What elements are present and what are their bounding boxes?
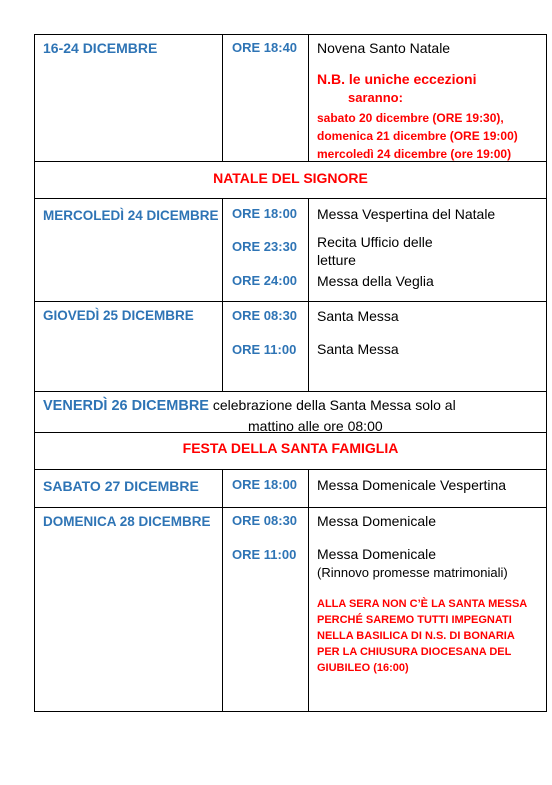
time-label: ORE 08:30: [232, 308, 298, 323]
section-title: NATALE DEL SIGNORE: [213, 170, 368, 186]
closing-note-line: PERCHÉ SAREMO TUTTI IMPEGNATI: [317, 614, 512, 626]
time-label: ORE 08:30: [232, 513, 298, 528]
description-text: celebrazione della Santa Messa solo al: [212, 397, 456, 413]
day-cell: [35, 302, 223, 391]
description-text: letture: [317, 252, 356, 268]
time-cell: [223, 302, 309, 391]
day-cell: [35, 470, 223, 507]
description-text: (Rinnovo promesse matrimoniali): [317, 565, 508, 580]
venerdi-text: [43, 395, 523, 436]
time-cell: [223, 470, 309, 507]
description-text: Recita Ufficio delle: [317, 234, 433, 250]
nb-exception: mercoledì 24 dicembre (ore 19:00): [317, 147, 512, 161]
section-title: FESTA DELLA SANTA FAMIGLIA: [182, 440, 399, 456]
day-label: MERCOLEDÌ 24 DICEMBRE: [43, 208, 219, 223]
schedule-table: [34, 34, 547, 712]
day-label: DOMENICA 28 DICEMBRE: [43, 514, 211, 529]
schedule-row-giovedi: [34, 302, 547, 392]
description-cell: [309, 302, 546, 391]
description-text: Messa Domenicale Vespertina: [317, 477, 507, 493]
section-header-natale: [34, 162, 547, 199]
closing-note-line: GIUBILEO (16:00): [317, 662, 409, 674]
nb-title: N.B. le uniche eccezioni: [317, 71, 477, 87]
nb-subtitle: saranno:: [348, 90, 403, 105]
day-cell: [35, 35, 223, 161]
day-label: GIOVEDÌ 25 DICEMBRE: [43, 308, 194, 323]
time-label: ORE 24:00: [232, 273, 298, 288]
time-cell: [223, 35, 309, 161]
description-cell: [309, 35, 546, 161]
description-text: Santa Messa: [317, 308, 399, 324]
time-label: ORE 18:00: [232, 206, 298, 221]
schedule-row-sabato: [34, 470, 547, 508]
closing-note-line: ALLA SERA NON C’È LA SANTA MESSA: [317, 598, 528, 610]
time-label: ORE 23:30: [232, 239, 298, 254]
day-cell: [35, 199, 223, 301]
day-label: VENERDÌ 26 DICEMBRE: [43, 398, 209, 414]
time-label: ORE 18:00: [232, 477, 298, 492]
schedule-row-venerdi: [34, 392, 547, 433]
day-cell: [35, 508, 223, 711]
description-text: Novena Santo Natale: [317, 40, 451, 56]
description-text: Messa Domenicale: [317, 513, 437, 529]
closing-note-line: NELLA BASILICA DI N.S. DI BONARIA: [317, 630, 515, 642]
schedule-row-mercoledi: [34, 199, 547, 302]
day-label: 16-24 DICEMBRE: [43, 40, 158, 56]
nb-exception: domenica 21 dicembre (ORE 19:00): [317, 129, 518, 143]
day-label: SABATO 27 DICEMBRE: [43, 478, 199, 494]
description-cell: [309, 470, 546, 507]
time-label: ORE 18:40: [232, 40, 298, 55]
description-text: Messa Domenicale: [317, 546, 437, 562]
time-label: ORE 11:00: [232, 547, 297, 562]
description-text: mattino alle ore 08:00: [248, 418, 383, 434]
closing-note-line: PER LA CHIUSURA DIOCESANA DEL: [317, 646, 512, 658]
description-text: Messa della Veglia: [317, 273, 434, 289]
description-text: Santa Messa: [317, 341, 399, 357]
nb-exception: sabato 20 dicembre (ORE 19:30),: [317, 111, 504, 125]
time-label: ORE 11:00: [232, 342, 297, 357]
description-cell: [309, 199, 546, 301]
time-cell: [223, 508, 309, 711]
description-text: Messa Vespertina del Natale: [317, 206, 496, 222]
schedule-row-domenica: [34, 508, 547, 712]
description-cell: [309, 508, 546, 711]
time-cell: [223, 199, 309, 301]
section-header-santa-famiglia: [34, 433, 547, 470]
schedule-row-novena: [34, 34, 547, 162]
